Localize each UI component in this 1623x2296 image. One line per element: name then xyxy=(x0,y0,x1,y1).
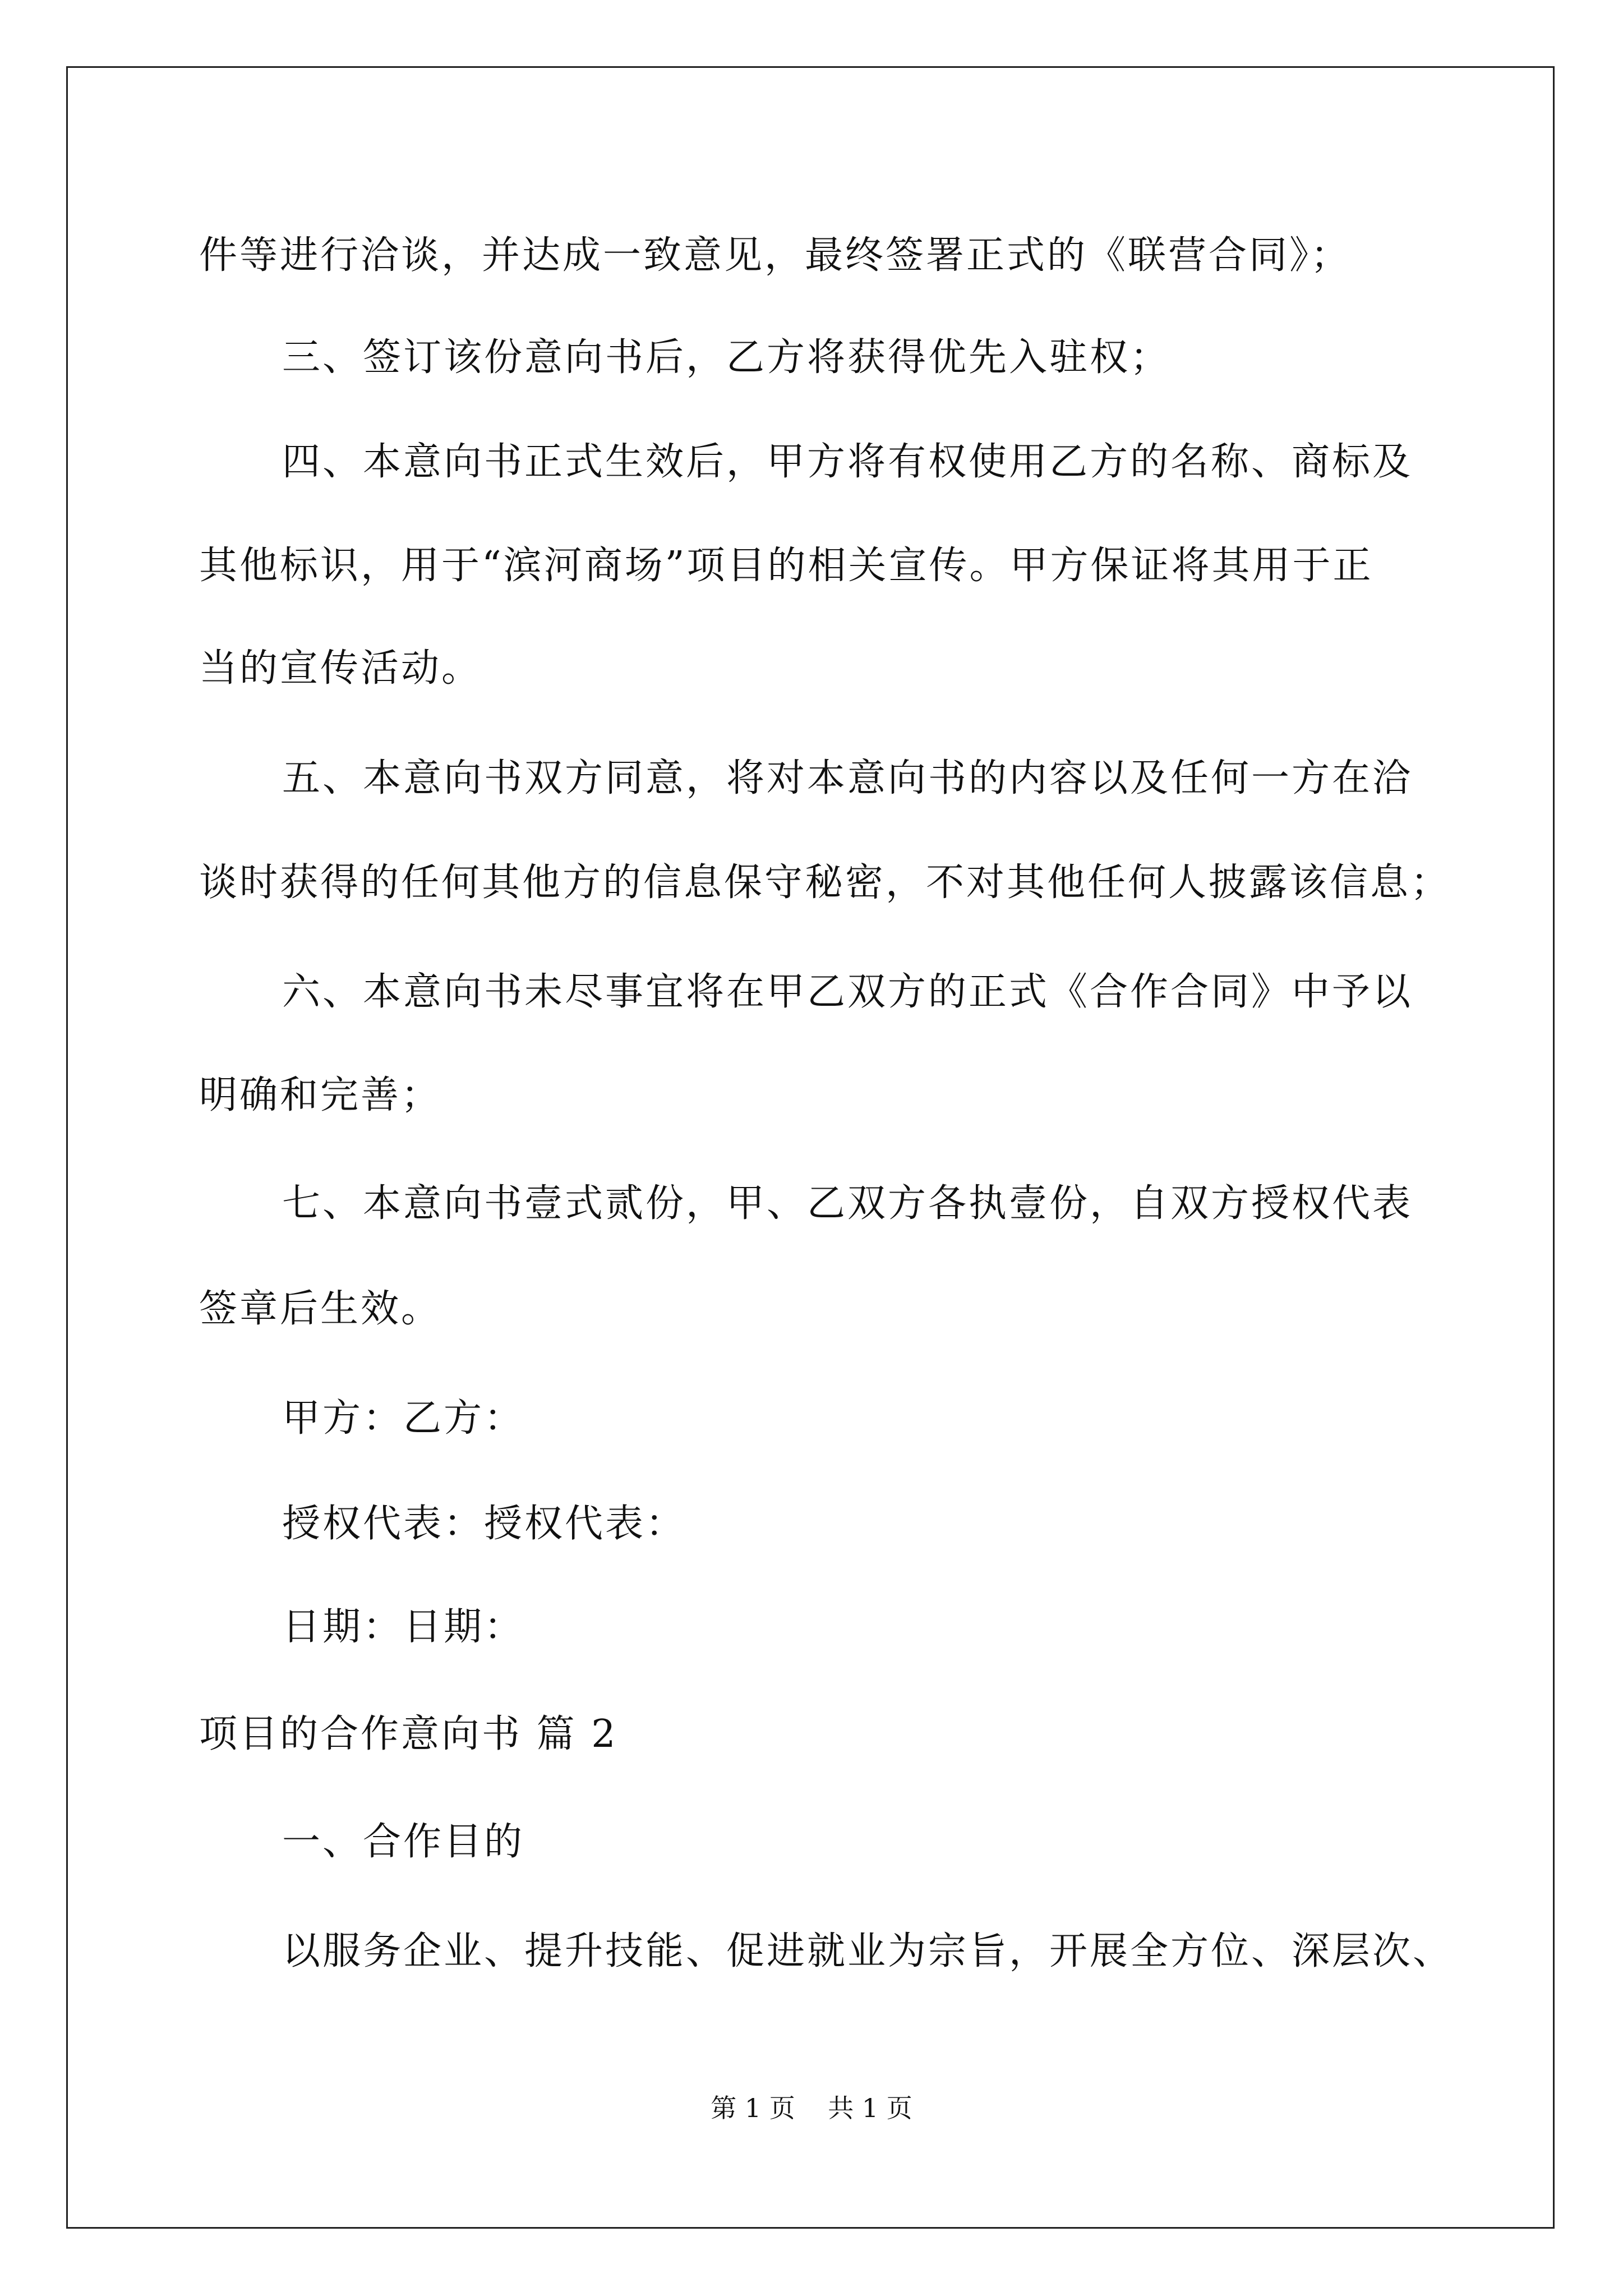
section-heading: 项目的合作意向书 篇 2 xyxy=(199,1712,618,1756)
text-line-clause-5: 五、本意向书双方同意，将对本意向书的内容以及任何一方在洽 xyxy=(282,756,1413,800)
text-line: 当的宣传活动。 xyxy=(199,646,482,691)
subsection-heading: 一、合作目的 xyxy=(282,1820,525,1864)
text-line: 件等进行洽谈，并达成一致意见，最终签署正式的《联营合同》； xyxy=(199,233,1352,278)
text-line-clause-6: 六、本意向书未尽事宜将在甲乙双方的正式《合作合同》中予以 xyxy=(282,970,1413,1014)
text-line-clause-3: 三、签订该份意向书后，乙方将获得优先入驻权； xyxy=(282,335,1171,380)
text-line: 谈时获得的任何其他方的信息保守秘密，不对其他任何人披露该信息； xyxy=(199,861,1451,905)
text-line-clause-4: 四、本意向书正式生效后，甲方将有权使用乙方的名称、商标及 xyxy=(282,440,1413,484)
party-line: 甲方：乙方： xyxy=(282,1396,525,1441)
text-line: 其他标识，用于“滨河商场”项目的相关宣传。甲方保证将其用于正 xyxy=(199,544,1373,588)
text-line: 明确和完善； xyxy=(199,1073,442,1117)
text-line: 以服务企业、提升技能、促进就业为宗旨，开展全方位、深层次、 xyxy=(282,1929,1454,1973)
page-footer: 第 1 页 共 1 页 xyxy=(711,2093,912,2123)
page-border xyxy=(66,66,1555,2229)
text-line: 签章后生效。 xyxy=(199,1287,442,1331)
representative-line: 授权代表：授权代表： xyxy=(282,1502,686,1546)
date-line: 日期：日期： xyxy=(282,1605,525,1649)
text-line-clause-7: 七、本意向书壹式贰份，甲、乙双方各执壹份，自双方授权代表 xyxy=(282,1181,1413,1226)
